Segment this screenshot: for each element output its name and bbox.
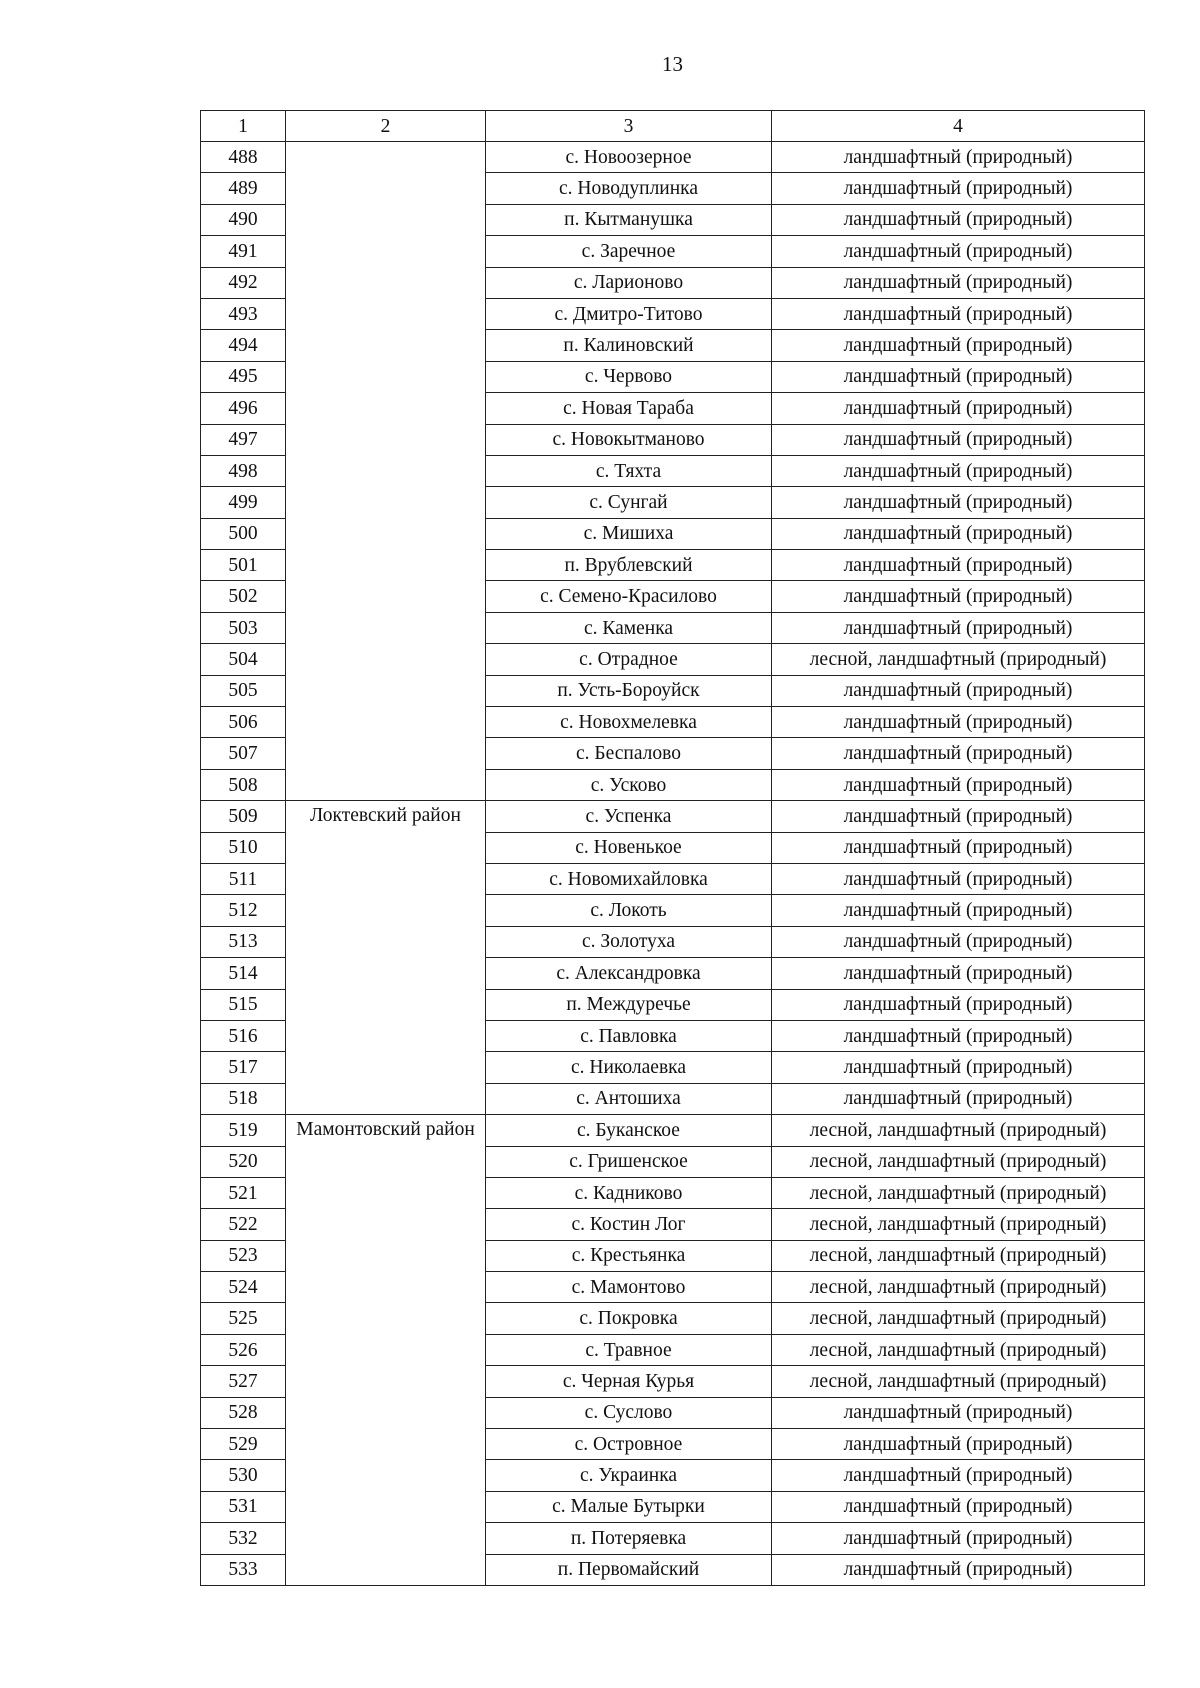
row-number: 491 [201, 236, 286, 267]
row-number: 532 [201, 1523, 286, 1554]
row-number: 496 [201, 393, 286, 424]
row-number: 498 [201, 455, 286, 486]
row-number: 527 [201, 1366, 286, 1397]
zone-type-cell: ландшафтный (природный) [772, 487, 1145, 518]
table-row [201, 1115, 1145, 1146]
row-number: 503 [201, 612, 286, 643]
zone-type-cell: ландшафтный (природный) [772, 1554, 1145, 1585]
zone-type-cell: ландшафтный (природный) [772, 958, 1145, 989]
row-number: 494 [201, 330, 286, 361]
table-row [201, 801, 1145, 832]
row-number: 504 [201, 644, 286, 675]
header-col-1: 1 [201, 111, 286, 142]
settlement-cell: с. Беспалово [486, 738, 772, 769]
zone-type-cell: лесной, ландшафтный (природный) [772, 1177, 1145, 1208]
row-number: 524 [201, 1272, 286, 1303]
settlements-table [200, 110, 1145, 1586]
zone-type-cell: ландшафтный (природный) [772, 863, 1145, 894]
row-number: 521 [201, 1177, 286, 1208]
district-cell: Локтевский район [286, 801, 486, 1115]
settlement-cell: с. Усково [486, 769, 772, 800]
settlement-cell: с. Новомихайловка [486, 863, 772, 894]
settlement-cell: п. Калиновский [486, 330, 772, 361]
zone-type-cell: ландшафтный (природный) [772, 1523, 1145, 1554]
row-number: 508 [201, 769, 286, 800]
settlement-cell: с. Золотуха [486, 926, 772, 957]
settlement-cell: с. Семено-Красилово [486, 581, 772, 612]
settlement-cell: п. Потеряевка [486, 1523, 772, 1554]
zone-type-cell: лесной, ландшафтный (природный) [772, 644, 1145, 675]
row-number: 523 [201, 1240, 286, 1271]
zone-type-cell: ландшафтный (природный) [772, 1052, 1145, 1083]
zone-type-cell: ландшафтный (природный) [772, 832, 1145, 863]
row-number: 495 [201, 361, 286, 392]
settlement-cell: с. Новодуплинка [486, 173, 772, 204]
settlement-cell: с. Новенькое [486, 832, 772, 863]
settlement-cell: с. Антошиха [486, 1083, 772, 1114]
row-number: 505 [201, 675, 286, 706]
settlement-cell: с. Новоозерное [486, 142, 772, 173]
row-number: 525 [201, 1303, 286, 1334]
settlement-cell: с. Мамонтово [486, 1272, 772, 1303]
settlement-cell: п. Кытманушка [486, 204, 772, 235]
row-number: 510 [201, 832, 286, 863]
settlement-cell: с. Николаевка [486, 1052, 772, 1083]
row-number: 501 [201, 550, 286, 581]
zone-type-cell: ландшафтный (природный) [772, 361, 1145, 392]
district-cell [286, 142, 486, 801]
row-number: 507 [201, 738, 286, 769]
zone-type-cell: лесной, ландшафтный (природный) [772, 1146, 1145, 1177]
row-number: 530 [201, 1460, 286, 1491]
settlement-cell: с. Отрадное [486, 644, 772, 675]
row-number: 490 [201, 204, 286, 235]
zone-type-cell: ландшафтный (природный) [772, 769, 1145, 800]
settlement-cell: с. Локоть [486, 895, 772, 926]
zone-type-cell: ландшафтный (природный) [772, 738, 1145, 769]
row-number: 512 [201, 895, 286, 926]
settlement-cell: с. Тяхта [486, 455, 772, 486]
settlement-cell: с. Буканское [486, 1115, 772, 1146]
zone-type-cell: ландшафтный (природный) [772, 926, 1145, 957]
row-number: 531 [201, 1491, 286, 1522]
zone-type-cell: ландшафтный (природный) [772, 612, 1145, 643]
header-col-3: 3 [486, 111, 772, 142]
zone-type-cell: лесной, ландшафтный (природный) [772, 1366, 1145, 1397]
zone-type-cell: ландшафтный (природный) [772, 675, 1145, 706]
settlement-cell: с. Павловка [486, 1020, 772, 1051]
row-number: 522 [201, 1209, 286, 1240]
zone-type-cell: ландшафтный (природный) [772, 330, 1145, 361]
settlement-cell: с. Малые Бутырки [486, 1491, 772, 1522]
settlement-cell: с. Ларионово [486, 267, 772, 298]
settlement-cell: п. Первомайский [486, 1554, 772, 1585]
zone-type-cell: ландшафтный (природный) [772, 393, 1145, 424]
settlement-cell: с. Кадниково [486, 1177, 772, 1208]
row-number: 520 [201, 1146, 286, 1177]
row-number: 497 [201, 424, 286, 455]
zone-type-cell: лесной, ландшафтный (природный) [772, 1115, 1145, 1146]
zone-type-cell: ландшафтный (природный) [772, 267, 1145, 298]
zone-type-cell: ландшафтный (природный) [772, 236, 1145, 267]
row-number: 528 [201, 1397, 286, 1428]
zone-type-cell: ландшафтный (природный) [772, 801, 1145, 832]
header-col-2: 2 [286, 111, 486, 142]
zone-type-cell: ландшафтный (природный) [772, 1460, 1145, 1491]
row-number: 519 [201, 1115, 286, 1146]
row-number: 526 [201, 1334, 286, 1365]
row-number: 518 [201, 1083, 286, 1114]
settlement-cell: с. Новохмелевка [486, 707, 772, 738]
settlement-cell: с. Новая Тараба [486, 393, 772, 424]
zone-type-cell: ландшафтный (природный) [772, 424, 1145, 455]
settlement-cell: с. Суслово [486, 1397, 772, 1428]
zone-type-cell: ландшафтный (природный) [772, 173, 1145, 204]
row-number: 516 [201, 1020, 286, 1051]
row-number: 500 [201, 518, 286, 549]
settlement-cell: с. Червово [486, 361, 772, 392]
zone-type-cell: лесной, ландшафтный (природный) [772, 1272, 1145, 1303]
zone-type-cell: ландшафтный (природный) [772, 1491, 1145, 1522]
zone-type-cell: ландшафтный (природный) [772, 1083, 1145, 1114]
zone-type-cell: ландшафтный (природный) [772, 298, 1145, 329]
settlement-cell: с. Александровка [486, 958, 772, 989]
header-col-4: 4 [772, 111, 1145, 142]
row-number: 493 [201, 298, 286, 329]
settlement-cell: с. Дмитро-Титово [486, 298, 772, 329]
zone-type-cell: лесной, ландшафтный (природный) [772, 1240, 1145, 1271]
row-number: 492 [201, 267, 286, 298]
settlement-cell: с. Гришенское [486, 1146, 772, 1177]
zone-type-cell: ландшафтный (природный) [772, 895, 1145, 926]
settlement-cell: с. Покровка [486, 1303, 772, 1334]
settlement-cell: с. Травное [486, 1334, 772, 1365]
settlement-cell: п. Усть-Бороуйск [486, 675, 772, 706]
settlement-cell: с. Крестьянка [486, 1240, 772, 1271]
row-number: 511 [201, 863, 286, 894]
zone-type-cell: ландшафтный (природный) [772, 1020, 1145, 1051]
row-number: 506 [201, 707, 286, 738]
settlement-cell: п. Междуречье [486, 989, 772, 1020]
settlement-cell: с. Заречное [486, 236, 772, 267]
settlement-cell: с. Каменка [486, 612, 772, 643]
settlement-cell: с. Успенка [486, 801, 772, 832]
row-number: 499 [201, 487, 286, 518]
page-number: 13 [662, 52, 683, 76]
zone-type-cell: ландшафтный (природный) [772, 204, 1145, 235]
row-number: 514 [201, 958, 286, 989]
row-number: 517 [201, 1052, 286, 1083]
zone-type-cell: лесной, ландшафтный (природный) [772, 1334, 1145, 1365]
settlement-cell: с. Мишиха [486, 518, 772, 549]
zone-type-cell: ландшафтный (природный) [772, 455, 1145, 486]
row-number: 509 [201, 801, 286, 832]
settlement-cell: с. Украинка [486, 1460, 772, 1491]
zone-type-cell: ландшафтный (природный) [772, 142, 1145, 173]
row-number: 533 [201, 1554, 286, 1585]
zone-type-cell: ландшафтный (природный) [772, 518, 1145, 549]
settlement-cell: с. Островное [486, 1429, 772, 1460]
settlement-cell: с. Костин Лог [486, 1209, 772, 1240]
row-number: 529 [201, 1429, 286, 1460]
row-number: 513 [201, 926, 286, 957]
row-number: 502 [201, 581, 286, 612]
zone-type-cell: ландшафтный (природный) [772, 1397, 1145, 1428]
zone-type-cell: ландшафтный (природный) [772, 581, 1145, 612]
row-number: 489 [201, 173, 286, 204]
zone-type-cell: лесной, ландшафтный (природный) [772, 1303, 1145, 1334]
row-number: 488 [201, 142, 286, 173]
table-header-row [201, 111, 1145, 142]
settlement-cell: с. Новокытманово [486, 424, 772, 455]
zone-type-cell: ландшафтный (природный) [772, 989, 1145, 1020]
settlement-cell: с. Сунгай [486, 487, 772, 518]
district-cell: Мамонтовский район [286, 1115, 486, 1586]
zone-type-cell: ландшафтный (природный) [772, 1429, 1145, 1460]
zone-type-cell: лесной, ландшафтный (природный) [772, 1209, 1145, 1240]
settlement-cell: с. Черная Курья [486, 1366, 772, 1397]
table-row [201, 142, 1145, 173]
zone-type-cell: ландшафтный (природный) [772, 707, 1145, 738]
zone-type-cell: ландшафтный (природный) [772, 550, 1145, 581]
row-number: 515 [201, 989, 286, 1020]
settlement-cell: п. Врублевский [486, 550, 772, 581]
table-body [201, 142, 1145, 1586]
